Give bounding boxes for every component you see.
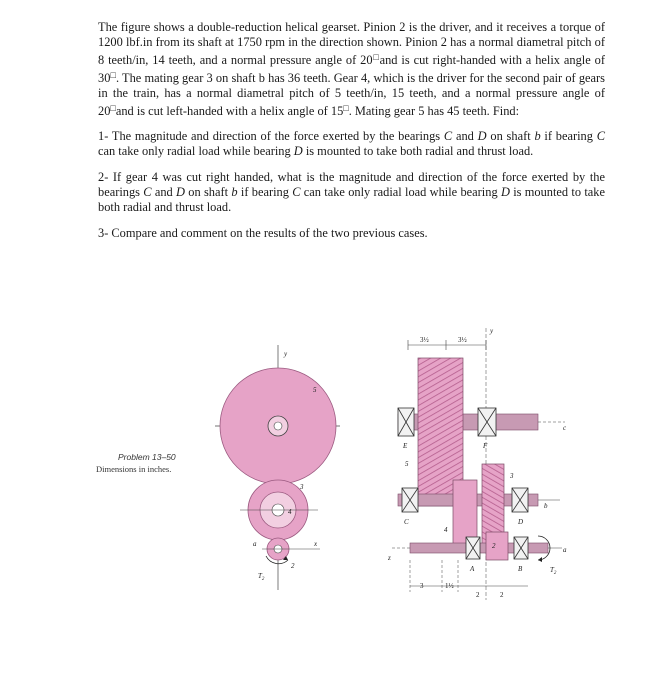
side-gear-5-label: 5 <box>405 460 409 468</box>
degree-glyph: □ <box>110 102 116 113</box>
gear-3-label: 3 <box>300 483 304 491</box>
shaft-b-label: b <box>544 502 548 510</box>
gear-2-side <box>486 532 508 560</box>
dim-bottom-4: 2 <box>500 591 504 599</box>
dim-top-2: 3½ <box>458 336 467 344</box>
side-view <box>387 327 567 600</box>
side-y-label: y <box>490 327 494 335</box>
side-z-label: z <box>388 554 391 562</box>
dim-top-1: 3½ <box>420 336 429 344</box>
question-3: 3- Compare and comment on the results of the two previous cases. <box>98 225 428 240</box>
gear-5-label: 5 <box>313 386 317 394</box>
side-gear-2-label: 2 <box>492 542 496 550</box>
gear-2-label: 2 <box>291 562 295 570</box>
bearing-c-label: C <box>404 518 409 526</box>
side-gear-4-label: 4 <box>444 526 448 534</box>
shaft-c-end <box>274 422 282 430</box>
front-y-label: y <box>284 350 288 358</box>
bearing-f-label: F <box>483 442 488 450</box>
bearing-d-label: D <box>518 518 524 526</box>
bearing-a-label: A <box>470 565 475 573</box>
problem-label: Problem 13–50 <box>118 452 176 462</box>
dimensions-label: Dimensions in inches. <box>96 464 172 474</box>
problem-intro: The figure shows a double-reduction helical gearset. Pinion 2 is the driver, and it receives a torque of 1200 lbf.in from its shaft at 1750 rpm in the direction shown. Pinion 2 has a normal diametral pitch of 8 teeth/in, 14 teeth, and a normal pressure angle of 20□and is cut right-handed with a helix angle of 30□. The mating gear 3 on shaft b has 36 teeth. Gear 4, which is the driver for the second pair of gears in the train, has a normal diametral pitch of 5 teeth/in, 15 teeth, and a normal pressure angle of 20□and is cut left-handed with a helix angle of 15□. Mating gear 5 has 45 teeth. Find: <box>98 20 605 118</box>
side-gear-3-label: 3 <box>510 472 514 480</box>
shaft-a-label: a <box>563 546 567 554</box>
front-x-label: x <box>314 540 318 548</box>
front-torque-label: $T_2$ <box>258 572 265 582</box>
degree-glyph: □ <box>372 51 380 62</box>
degree-glyph: □ <box>110 69 116 80</box>
question-1: 1- The magnitude and direction of the force exerted by the bearings C and D on shaft b if bearing C can take only radial load while bearing D is mounted to take both radial and thrust load. <box>98 129 605 159</box>
dim-bottom-2: 1½ <box>445 582 454 590</box>
side-torque-label: $T_2$ <box>550 566 557 576</box>
bearing-b-label: B <box>518 565 523 573</box>
front-shaft-a-label: a <box>253 540 257 548</box>
degree-glyph: □ <box>343 102 349 113</box>
dim-bottom-1: 3 <box>420 582 424 590</box>
bearing-e-label: E <box>403 442 408 450</box>
question-2: 2- If gear 4 was cut right handed, what is the magnitude and direction of the force exerted by the bearings C and D on shaft b if bearing C can take only radial load while bearing D is mounted to take both radial and thrust load. <box>98 170 605 215</box>
gear-4-label: 4 <box>288 508 292 516</box>
front-view <box>215 345 340 590</box>
dim-bottom-3: 2 <box>476 591 480 599</box>
shaft-c-label: c <box>563 424 567 432</box>
